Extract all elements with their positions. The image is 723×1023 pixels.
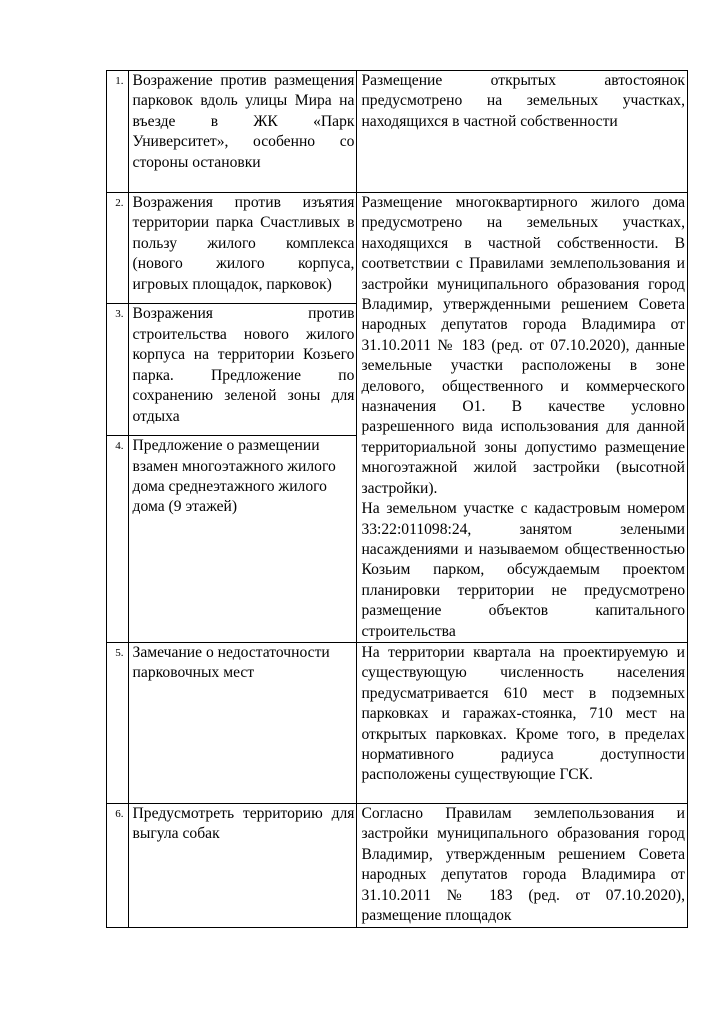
row-number: 5. — [107, 642, 129, 803]
remark-cell: Предложение о размещении взамен многоэтажного жилого дома среднеэтажного жилого дома (9 этажей) — [128, 436, 357, 643]
row-number: 1. — [107, 71, 129, 193]
response-cell: На территории квартала на проектируемую и существующую численность населения предусматривается 610 мест в подземных парковках и гаражах-стоянка, 710 мест на открытых парковках. Кроме того, в пределах нормативного радиуса доступности расположены существующие ГСК. — [357, 642, 688, 803]
response-paragraph: На земельном участке с кадастровым номером 33:22:011098:24, занятом зелеными насаждениями и называемом общественностью Козьим парком, обсуждаемым проектом планировки территории не предусмотрено размещение объектов капитального строительства — [361, 500, 685, 640]
row-number: 2. — [107, 193, 129, 304]
proposals-table — [106, 70, 688, 928]
remark-cell: Возражение против размещения парковок вдоль улицы Мира на въезде в ЖК «Парк Университет», особенно со стороны остановки — [128, 71, 357, 193]
table-row — [107, 803, 688, 927]
remark-cell: Возражения против строительства нового жилого корпуса на территории Козьего парка. Предложение по сохранению зеленой зоны для отдыха — [128, 304, 357, 436]
response-cell: Размещение открытых автостоянок предусмотрено на земельных участках, находящихся в частной собственности — [357, 71, 688, 193]
row-number: 4. — [107, 436, 129, 643]
remark-cell: Возражения против изъятия территории парка Счастливых в пользу жилого комплекса (нового жилого корпуса, игровых площадок, парковок) — [128, 193, 357, 304]
response-paragraph: Размещение многоквартирного жилого дома предусмотрено на земельных участках, находящихся в частной собственности. В соответствии с Правилами землепользования и застройки муниципального образования город Владимир, утвержденными решением Совета народных депутатов города Владимира от 31.10.2011 № 183 (ред. от 07.10.2020), данные земельные участки расположены в зоне делового, общественного и коммерческого назначения О1. В качестве условно разрешенного вида использования для данной территориальной зоны допустимо размещение многоэтажной жилой застройки (высотной застройки). — [361, 194, 685, 497]
merged-response-cell — [357, 193, 688, 643]
response-cell: Согласно Правилам землепользования и застройки муниципального образования город Владимир, утвержденным решением Совета народных депутатов города Владимира от 31.10.2011 № 183 (ред. от 07.10.2020), размещение площадок — [357, 803, 688, 927]
remark-cell: Предусмотреть территорию для выгула собак — [128, 803, 357, 927]
table-row — [107, 71, 688, 193]
row-number: 3. — [107, 304, 129, 436]
table-row — [107, 642, 688, 803]
row-number: 6. — [107, 803, 129, 927]
remark-cell: Замечание о недостаточности парковочных мест — [128, 642, 357, 803]
table-row — [107, 193, 688, 304]
